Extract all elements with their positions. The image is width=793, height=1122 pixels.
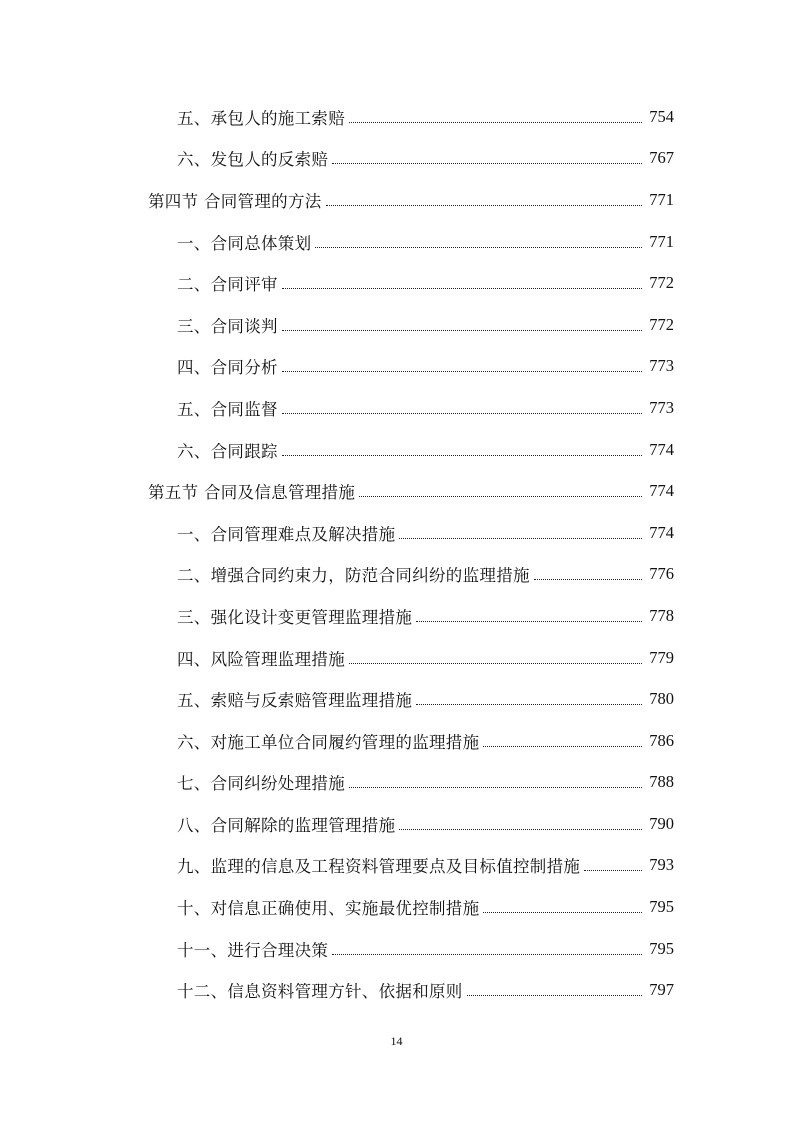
dot-leader: [359, 495, 642, 497]
toc-entry[interactable]: [0, 637, 793, 679]
dot-leader: [332, 162, 642, 164]
dot-leader: [332, 953, 642, 955]
toc-entry-label: 七、合同纠纷处理措施: [177, 774, 345, 794]
toc-entry[interactable]: [0, 179, 793, 221]
toc-entry[interactable]: [0, 429, 793, 471]
toc-entry-page: 795: [649, 938, 674, 958]
dot-leader: [416, 620, 642, 622]
toc-entry[interactable]: [0, 969, 793, 1011]
toc-entry-page: 773: [649, 397, 674, 417]
dot-leader: [326, 204, 642, 206]
toc-entry-label: 六、合同跟踪: [177, 441, 278, 461]
dot-leader: [584, 869, 642, 871]
table-of-contents: [0, 96, 793, 1011]
toc-entry[interactable]: [0, 304, 793, 346]
toc-entry[interactable]: [0, 262, 793, 304]
dot-leader: [282, 329, 642, 331]
toc-entry-label: 四、风险管理监理措施: [177, 649, 345, 669]
toc-entry[interactable]: [0, 554, 793, 596]
toc-entry-label: 十一、进行合理决策: [177, 940, 329, 960]
toc-entry[interactable]: [0, 803, 793, 845]
page-number: 14: [390, 1034, 403, 1048]
dot-leader: [282, 412, 642, 414]
toc-entry-page: 790: [649, 813, 674, 833]
toc-entry-label: 第四节 合同管理的方法: [148, 191, 322, 211]
toc-entry-label: 一、合同管理难点及解决措施: [177, 524, 396, 544]
toc-entry[interactable]: [0, 845, 793, 887]
dot-leader: [349, 121, 642, 123]
toc-entry-label: 六、对施工单位合同履约管理的监理措施: [177, 732, 480, 752]
dot-leader: [399, 537, 642, 539]
dot-leader: [416, 703, 642, 705]
toc-entry-page: 774: [649, 522, 674, 542]
toc-entry-page: 767: [649, 148, 674, 168]
toc-entry[interactable]: [0, 886, 793, 928]
dot-leader: [315, 246, 642, 248]
dot-leader: [483, 911, 642, 913]
toc-entry[interactable]: [0, 512, 793, 554]
toc-entry-label: 十二、信息资料管理方针、依据和原则: [177, 982, 463, 1002]
dot-leader: [534, 578, 642, 580]
dot-leader: [282, 454, 642, 456]
toc-entry-page: 780: [649, 689, 674, 709]
toc-entry[interactable]: [0, 928, 793, 970]
toc-entry-label: 一、合同总体策划: [177, 233, 312, 253]
toc-entry-label: 二、合同评审: [177, 275, 278, 295]
toc-entry-page: 793: [649, 855, 674, 875]
toc-entry-label: 九、监理的信息及工程资料管理要点及目标值控制措施: [177, 857, 581, 877]
toc-entry[interactable]: [0, 221, 793, 263]
toc-entry[interactable]: [0, 720, 793, 762]
dot-leader: [349, 786, 642, 788]
toc-entry-page: 776: [649, 564, 674, 584]
toc-entry-label: 第五节 合同及信息管理措施: [148, 483, 356, 503]
toc-entry[interactable]: [0, 678, 793, 720]
toc-entry-page: 788: [649, 772, 674, 792]
toc-entry-label: 五、承包人的施工索赔: [177, 108, 345, 128]
toc-entry-label: 二、增强合同约束力，防范合同纠纷的监理措施: [177, 566, 530, 586]
toc-entry[interactable]: [0, 138, 793, 180]
toc-entry-page: 771: [649, 231, 674, 251]
toc-entry-label: 八、合同解除的监理管理措施: [177, 815, 396, 835]
toc-entry-page: 786: [649, 730, 674, 750]
toc-entry-page: 774: [649, 481, 674, 501]
toc-entry-page: 795: [649, 897, 674, 917]
toc-entry-label: 五、索赔与反索赔管理监理措施: [177, 691, 413, 711]
toc-entry-page: 772: [649, 273, 674, 293]
toc-entry-label: 三、合同谈判: [177, 316, 278, 336]
dot-leader: [282, 287, 642, 289]
toc-entry-page: 779: [649, 647, 674, 667]
toc-entry-page: 797: [649, 980, 674, 1000]
toc-entry-page: 778: [649, 605, 674, 625]
toc-entry-page: 772: [649, 314, 674, 334]
toc-entry-page: 754: [649, 106, 674, 126]
dot-leader: [349, 662, 642, 664]
toc-entry-page: 771: [649, 189, 674, 209]
dot-leader: [399, 828, 642, 830]
toc-entry-label: 五、合同监督: [177, 399, 278, 419]
toc-entry-page: 773: [649, 356, 674, 376]
toc-entry[interactable]: [0, 762, 793, 804]
toc-entry[interactable]: [0, 346, 793, 388]
dot-leader: [282, 370, 642, 372]
dot-leader: [483, 745, 642, 747]
toc-entry[interactable]: [0, 595, 793, 637]
toc-entry[interactable]: [0, 470, 793, 512]
toc-entry-page: 774: [649, 439, 674, 459]
toc-entry[interactable]: [0, 387, 793, 429]
toc-entry-label: 四、合同分析: [177, 358, 278, 378]
toc-entry-label: 十、对信息正确使用、实施最优控制措施: [177, 899, 480, 919]
toc-entry-label: 三、强化设计变更管理监理措施: [177, 607, 413, 627]
dot-leader: [467, 994, 642, 996]
toc-entry-label: 六、发包人的反索赔: [177, 150, 329, 170]
toc-entry[interactable]: [0, 96, 793, 138]
